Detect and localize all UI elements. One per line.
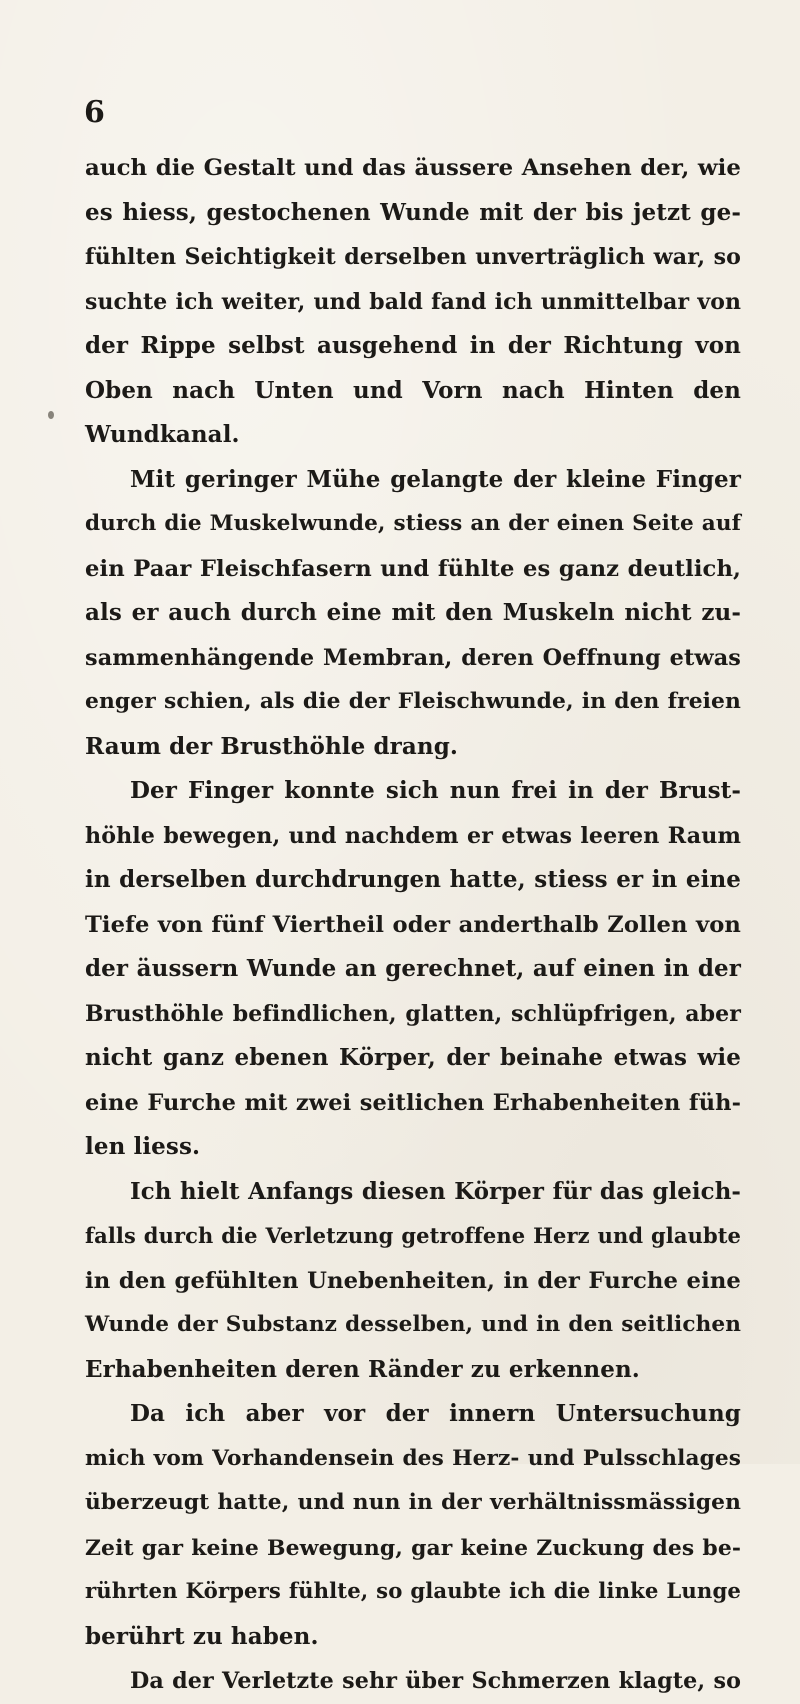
text-line: Da ich aber vor der innern Untersuchung [130, 1400, 741, 1427]
text-line: sammenhängende Membran, deren Oeffnung etwas [85, 644, 741, 671]
text-line: auch die Gestalt und das äussere Ansehen der, wie [85, 155, 741, 181]
text-line: überzeugt hatte, und nun in der verhältnissmässigen [85, 1490, 741, 1515]
text-line: fühlten Seichtigkeit derselben unverträglich war, so [85, 244, 741, 270]
text-line: der äussern Wunde an gerechnet, auf einen in der [85, 955, 741, 982]
text-line: Mit geringer Mühe gelangte der kleine Finger [130, 465, 741, 493]
text-line: nicht ganz ebenen Körper, der beinahe etwas wie [85, 1044, 741, 1071]
page-number: 6 [84, 95, 105, 130]
text-line: Raum der Brusthöhle drang. [85, 732, 458, 760]
text-line: falls durch die Verletzung getroffene Herz und glaubte [85, 1223, 741, 1248]
body-text [85, 146, 741, 1704]
text-line: enger schien, als die der Fleischwunde, in den freien [85, 689, 741, 714]
text-line: len liess. [85, 1133, 201, 1160]
text-line: Tiefe von fünf Viertheil oder anderthalb Zollen von [85, 911, 741, 938]
text-line: Erhabenheiten deren Ränder zu erkennen. [85, 1355, 640, 1383]
text-line: durch die Muskelwunde, stiess an der einen Seite auf [85, 511, 741, 536]
text-line: es hiess, gestochenen Wunde mit der bis jetzt ge- [85, 198, 741, 226]
text-line: höhle bewegen, und nachdem er etwas leeren Raum [85, 822, 741, 849]
text-line: Der Finger konnte sich nun frei in der Brust- [130, 777, 741, 804]
text-line: Ich hielt Anfangs diesen Körper für das gleich- [130, 1178, 741, 1205]
text-line: suchte ich weiter, und bald fand ich unmittelbar von [85, 288, 741, 315]
text-line: der Rippe selbst ausgehend in der Richtung von [85, 332, 741, 359]
text-line: Wundkanal. [85, 421, 240, 448]
text-line: Brusthöhle befindlichen, glatten, schlüpfrigen, aber [85, 1000, 741, 1027]
text-line: mich vom Vorhandensein des Herz- und Pulsschlages [85, 1445, 741, 1471]
text-line: Zeit gar keine Bewegung, gar keine Zuckung des be- [85, 1534, 741, 1561]
text-line: Wunde der Substanz desselben, und in den seitlichen [85, 1312, 741, 1337]
ink-speck [48, 411, 54, 419]
text-line: Da der Verletzte sehr über Schmerzen klagte, so [130, 1668, 741, 1694]
text-line: in den gefühlten Unebenheiten, in der Furche eine [85, 1267, 741, 1294]
text-line: als er auch durch eine mit den Muskeln nicht zu- [85, 599, 741, 626]
text-line: in derselben durchdrungen hatte, stiess er in eine [85, 866, 741, 893]
text-line: rührten Körpers fühlte, so glaubte ich die linke Lunge [85, 1579, 741, 1604]
text-line: Oben nach Unten und Vorn nach Hinten den [85, 376, 741, 404]
text-line: ein Paar Fleischfasern und fühlte es ganz deutlich, [85, 555, 741, 582]
text-line: berührt zu haben. [85, 1622, 319, 1650]
text-line: eine Furche mit zwei seitlichen Erhabenheiten füh- [85, 1089, 741, 1116]
